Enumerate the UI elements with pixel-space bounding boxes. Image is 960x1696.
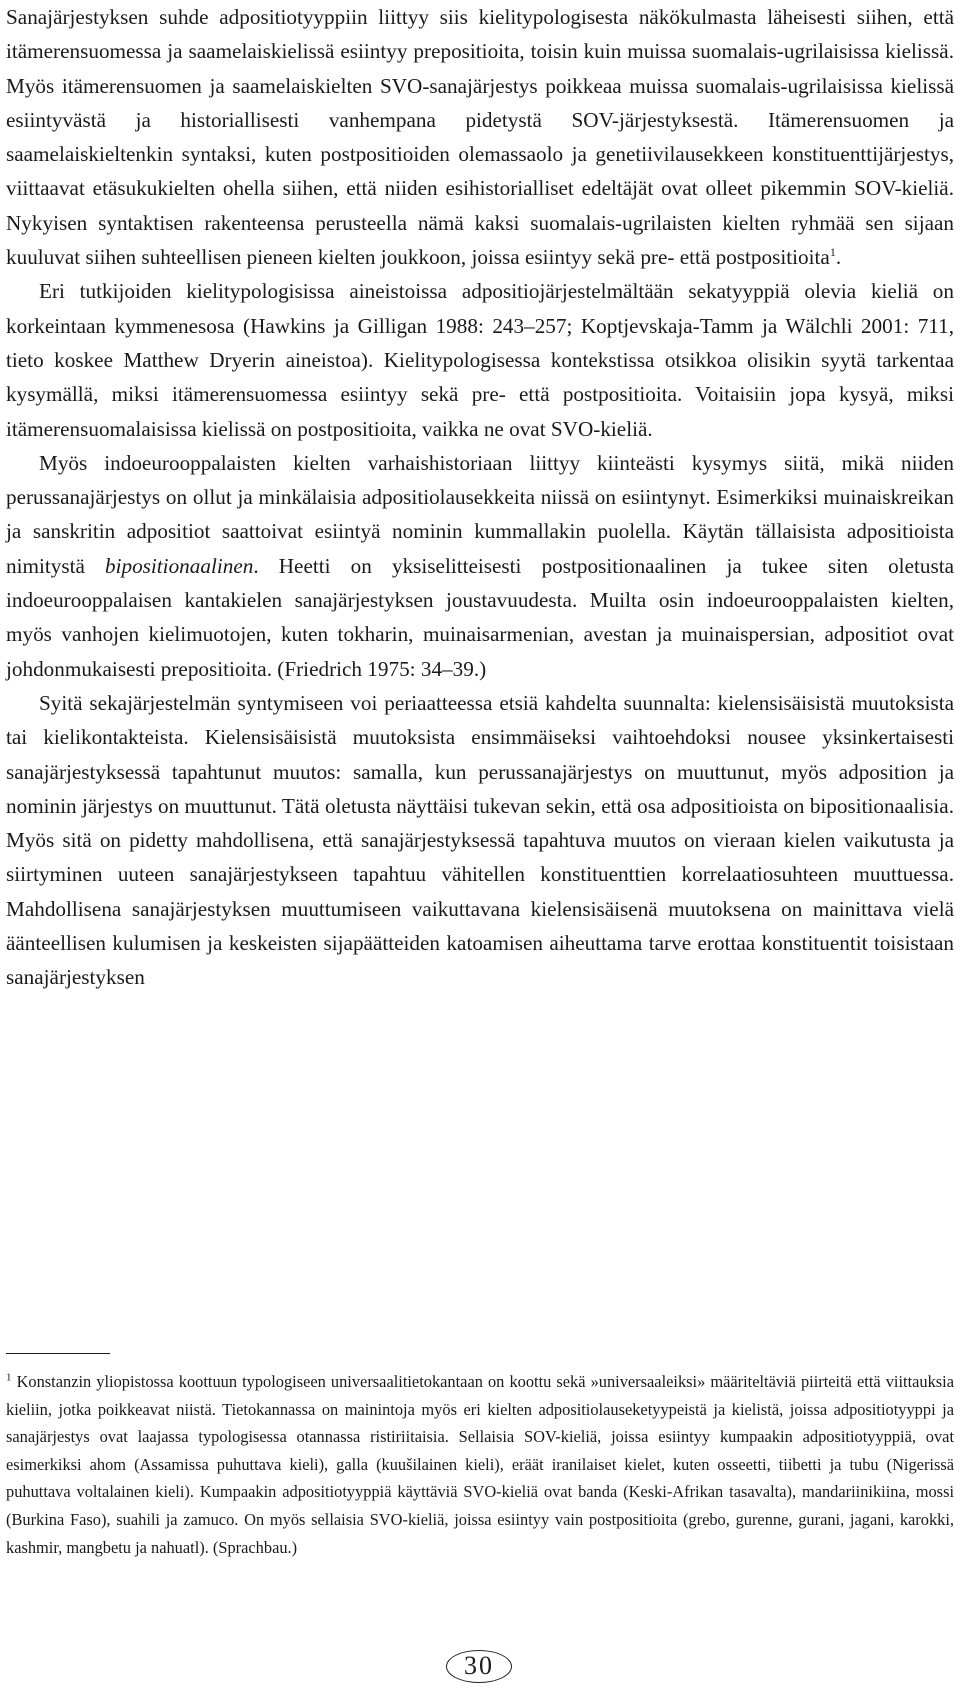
paragraph-4: Syitä sekajärjestelmän syntymiseen voi periaatteessa etsiä kahdelta suunnalta: kielensisäisistä muutoksista tai kielikontakteista. Kielensisäisistä muutoksista ensimmäiseksi vaihtoehdoksi nousee yksinkertaisesti sanajärjestyksessä tapahtunut muutos: samalla, kun perussanajärjestys on muuttunut, myös adposition ja nominin järjestys on muuttunut. Tätä oletusta näyttäisi tukevan sekin, että osa adpositioista on bipositionaalisia. Myös sitä on pidetty mahdollisena, että sanajärjestyksessä tapahtuva muutos on vieraan kielen vaikutusta ja siirtyminen uuteen sanajärjestykseen tapahtuu vähitellen konstituenttien korrelaatiosuhteen muuttuessa. Mahdollisena sanajärjestyksen muuttumiseen vaikuttavana kielensisäisenä muutoksena on mainittava vielä äänteellisen kulumisen ja keskeisten sijapäätteiden katoamisen aiheuttama tarve erottaa konstituentit toisistaan sanajärjestyksen bbox=[6, 690, 954, 990]
footnote-text: Konstanzin yliopistossa koottuun typologiseen universaalitietokantaan on koottu sekä »universaaleiksi» määriteltäviä piirteitä että viittauksia kieliin, jotka poikkeavat niistä. Tietokannassa on mainintoja myös eri kielten adpositiolauseketyypeistä ja kielistä, joissa adpositiotyyppi ja sanajärjestys ovat laajassa typologisessa otannassa ristiriitaisia. Sellaisia SOV-kieliä, joissa esiintyy kumpaakin adpositiotyyppiä, ovat esimerkiksi ahom (Assamissa puhuttava kieli), galla (kuušilainen kieli), eräät iranilaiset kielet, kuten osseetti, tiibetti ja tubu (Nigerissä puhuttava voltalainen kieli). Kumpaakin adpositiotyyppiä käyttäviä SVO-kieliä ovat banda (Keski-Afrikan tasavalta), mandariinikiina, mossi (Burkina Faso), suahili ja zamuco. On myös sellaisia SVO-kieliä, joissa esiintyy vain postpositioita (grebo, gurenne, gurani, jagani, karokki, kashmir, mangbetu ja nahuatl). (Sprachbau.) bbox=[6, 1372, 954, 1557]
paragraph-1-text: Sanajärjestyksen suhde adpositiotyyppiin liittyy siis kielitypologisesta näkökulmasta läheisesti siihen, että itämerensuomessa ja saamelaiskielissä esiintyy prepositioita, toisin kuin muissa suomalais-ugrilaisissa kielissä. Myös itämerensuomen ja saamelaiskielten SVO-sanajärjestys poikkeaa muissa suomalais-ugrilaisissa kielissä esiintyvästä ja historiallisesti vanhempana pidetystä SOV-järjestyksestä. Itämerensuomen ja saamelaiskieltenkin syntaksi, kuten postpositioiden olemassaolo ja genetiivilausekkeen konstituenttijärjestys, viittaavat etäsukukielten ohella siihen, että niiden esihistorialliset edeltäjät ovat olleet pikemmin SOV-kieliä. Nykyisen syntaktisen rakenteensa perusteella nämä kaksi suomalais-ugrilaisten kielten ryhmää sen sijaan kuuluvat siihen suhteellisen pieneen kielten joukkoon, joissa esiintyy sekä pre- että postpositioita bbox=[6, 5, 954, 270]
paragraph-2: Eri tutkijoiden kielitypologisissa aineistoissa adpositiojärjestelmältään sekatyyppiä olevia kieliä on korkeintaan kymmenesosa (Hawkins ja Gilligan 1988: 243–257; Koptjevskaja-Tamm ja Wälchli 2001: 711, tieto koskee Matthew Dryerin aineistoa). Kielitypologisessa kontekstissa otsikkoa olisikin syytä tarkentaa kysymällä, miksi itämerensuomessa esiintyy sekä pre- että postpositioita. Voitaisiin jopa kysyä, miksi itämerensuomalaisissa kielissä on postpositioita, vaikka ne ovat SVO-kieliä. bbox=[6, 279, 954, 441]
italic-term: bipositionaalinen bbox=[105, 553, 254, 578]
paragraph-1 bbox=[6, 0, 954, 274]
footnote-reference[interactable]: 1 bbox=[829, 245, 836, 260]
paragraph-3-text: Myös indoeurooppalaisten kielten varhaishistoriaan liittyy kiinteästi kysymys siitä, mikä niiden perussanajärjestys on ollut ja minkälaisia adpositiolausekkeita niissä on esiintynyt. Esimerkiksi muinaiskreikan ja sanskritin adpositiot saattoivat esiintyä nominin kummallakin puolella. Käytän tällaisista adpositioista nimitystä bbox=[6, 450, 954, 578]
paragraph-3 bbox=[6, 446, 954, 686]
page-number: 30 bbox=[446, 1650, 512, 1683]
main-text bbox=[6, 0, 954, 995]
page-content bbox=[6, 0, 954, 995]
footnote-marker: 1 bbox=[6, 1371, 12, 1384]
footnote-1 bbox=[6, 1368, 954, 1561]
footnote-divider bbox=[6, 1353, 110, 1354]
paragraph-3-end: . Heetti on yksiselitteisesti postpositionaalinen ja tukee siten oletusta indoeurooppalaisen kantakielen sanajärjestyksen joustavuudesta. Muilta osin indoeurooppalaisten kielten, myös vanhojen kielimuotojen, kuten tokharin, muinaisarmenian, avestan ja muinaispersian, adpositiot ovat johdonmukaisesti prepositioita. (Friedrich 1975: 34–39.) bbox=[6, 553, 954, 681]
footnotes bbox=[6, 1368, 954, 1561]
paragraph-1-end: . bbox=[835, 245, 842, 270]
